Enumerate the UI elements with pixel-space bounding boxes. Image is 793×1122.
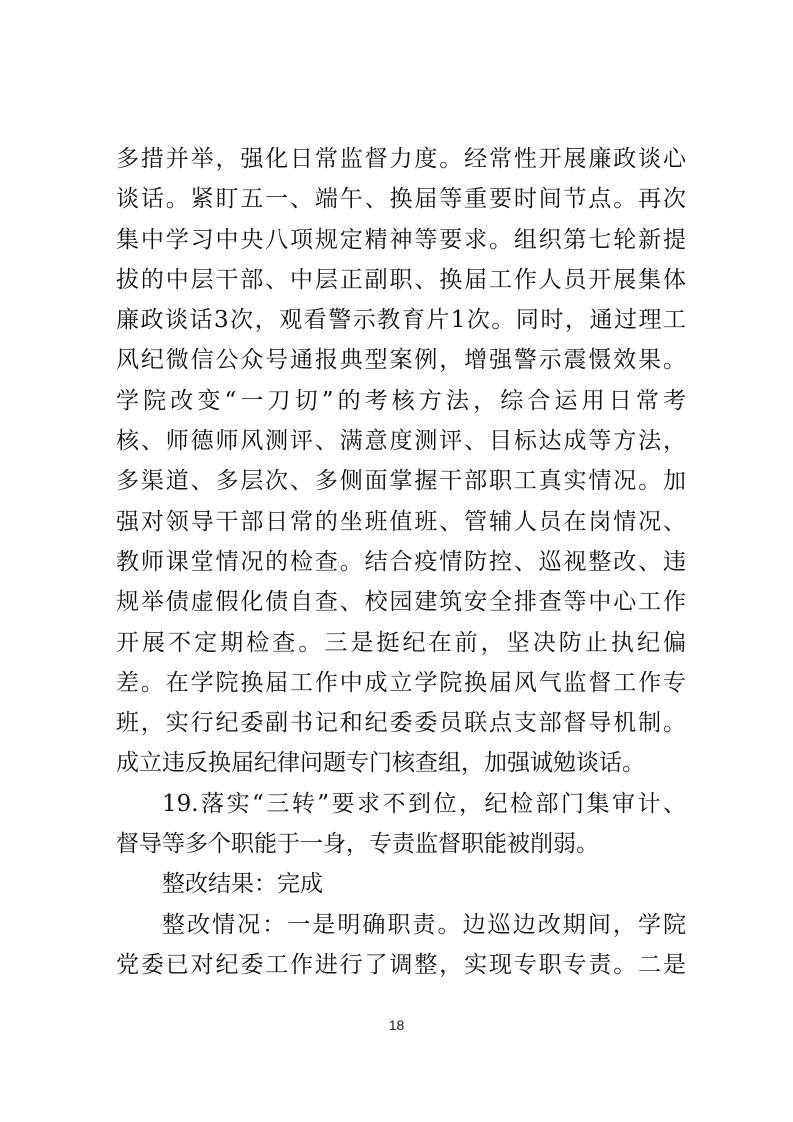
text-line: 强对领导干部日常的坐班值班、管辅人员在岗情况、 xyxy=(116,508,686,535)
text-line: 谈话。紧盯五一、端午、换届等重要时间节点。再次 xyxy=(116,186,686,213)
text-line: 督导等多个职能于一身，专责监督职能被削弱。 xyxy=(116,831,599,858)
text-line: 班，实行纪委副书记和纪委委员联点支部督导机制。 xyxy=(116,710,686,737)
text-line: 多措并举，强化日常监督力度。经常性开展廉政谈心 xyxy=(116,146,686,172)
text-line: 党委已对纪委工作进行了调整，实现专职专责。二是 xyxy=(116,951,686,978)
text-line: 多渠道、多层次、多侧面掌握干部职工真实情况。加 xyxy=(116,468,686,495)
rectification-result-line: 整改结果：完成 xyxy=(162,871,323,898)
page-number: 18 xyxy=(388,1017,405,1033)
text-line: 开展不定期检查。三是挺纪在前，坚决防止执纪偏 xyxy=(116,629,686,656)
text-line: 规举债虚假化债自查、校园建筑安全排查等中心工作 xyxy=(116,589,686,616)
text-line: 差。在学院换届工作中成立学院换届风气监督工作专 xyxy=(116,669,686,696)
text-line: 教师课堂情况的检查。结合疫情防控、巡视整改、违 xyxy=(116,548,686,575)
text-line: 核、师德师风测评、满意度测评、目标达成等方法， xyxy=(116,428,686,455)
text-line: 廉政谈话3次，观看警示教育片1次。同时，通过理工 xyxy=(116,307,686,334)
rectification-status-line: 整改情况：一是明确职责。边巡边改期间，学院 xyxy=(162,911,686,938)
document-body xyxy=(116,139,686,985)
text-line: 集中学习中央八项规定精神等要求。组织第七轮新提 xyxy=(116,226,686,253)
text-line: 拔的中层干部、中层正副职、换届工作人员开展集体 xyxy=(116,266,686,293)
text-line: 成立违反换届纪律问题专门核查组，加强诚勉谈话。 xyxy=(116,750,645,777)
numbered-item-line: 19.落实“三转”要求不到位，纪检部门集审计、 xyxy=(162,790,686,817)
text-line: 风纪微信公众号通报典型案例，增强警示震慑效果。 xyxy=(116,347,686,374)
text-line: 学院改变“一刀切”的考核方法，综合运用日常考 xyxy=(116,387,686,414)
